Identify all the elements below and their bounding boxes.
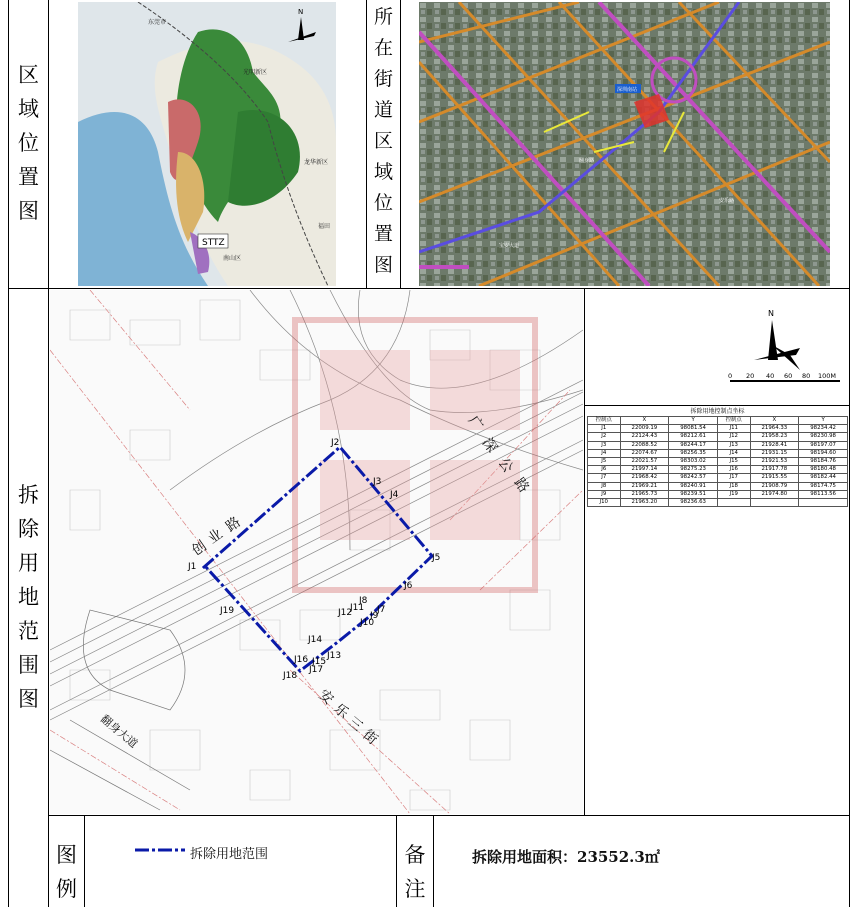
svg-text:60: 60 [784, 372, 793, 380]
point-j6: J6 [404, 581, 413, 591]
road-fanshen: 翻身大道 [98, 712, 141, 751]
region-dongguan-label: 东莞市 [148, 19, 167, 26]
svg-text:80: 80 [802, 372, 811, 380]
point-j2: J2 [331, 438, 340, 448]
point-j12: J12 [338, 608, 353, 618]
north-arrow-icon [754, 320, 800, 370]
svg-text:0: 0 [728, 372, 733, 380]
table-row: J9 21965.73 98239.51 J19 21974.80 98113.56 [588, 490, 848, 498]
street-map-label: 所 在 街 道 区 域 位 置 图 [373, 6, 393, 276]
region-futian-label: 福田 [318, 223, 331, 230]
point-j17: J17 [309, 665, 324, 675]
point-j13: J13 [327, 651, 342, 661]
region-sttz-label: STTZ [202, 238, 225, 248]
table-row: J1 22009.19 98081.54 J11 21964.33 98234.42 [588, 425, 848, 433]
point-j7: J7 [377, 605, 386, 615]
svg-text:20: 20 [746, 372, 755, 380]
svg-text:路: 路 [223, 514, 244, 536]
control-point-table [587, 408, 848, 507]
point-j15: J15 [312, 657, 327, 667]
svg-text:100M: 100M [818, 372, 837, 380]
region-guangming-label: 光明新区 [243, 69, 268, 76]
demolition-map-label: 拆 除 用 地 范 围 图 [18, 483, 39, 711]
north-letter: N [768, 309, 774, 318]
svg-text:40: 40 [766, 372, 775, 380]
legend-item-text: 拆除用地范围 [190, 847, 269, 862]
svg-text:乐: 乐 [330, 700, 352, 723]
svg-text:街: 街 [359, 726, 381, 749]
point-j9: J9 [370, 611, 379, 621]
point-j10: J10 [360, 618, 375, 628]
remark-label: 备 注 [404, 843, 426, 901]
point-j19: J19 [220, 606, 235, 616]
point-j8: J8 [359, 596, 368, 606]
point-j14: J14 [308, 635, 323, 645]
svg-text:路: 路 [510, 475, 532, 496]
point-j16: J16 [294, 655, 309, 665]
region-map-label: 区 域 位 置 图 [18, 63, 39, 223]
svg-text:业: 业 [205, 526, 226, 548]
street-fanshen-label: 翻身路 [579, 158, 595, 164]
remark-area-text: 拆除用地面积：23552.3㎡ [472, 848, 660, 866]
point-j3: J3 [373, 477, 382, 487]
table-row: J6 21997.14 98275.23 J16 21917.78 98180.48 [588, 466, 848, 474]
point-j11: J11 [350, 603, 365, 613]
street-baoan-label: 宝安大道 [499, 243, 520, 249]
legend-line-icon [135, 844, 185, 856]
region-nanshan-label: 南山区 [223, 255, 242, 262]
table-row: J7 21968.42 98242.57 J17 21915.55 98182.44 [588, 474, 848, 482]
table-row: J10 21963.20 98236.63 [588, 498, 848, 506]
table-row: J4 22074.67 98256.35 J14 21931.15 98194.60 [588, 449, 848, 457]
region-longhua-label: 龙华新区 [304, 159, 329, 166]
legend-label: 图 例 [56, 843, 77, 901]
point-j1: J1 [188, 562, 197, 572]
svg-text:深: 深 [478, 435, 500, 456]
svg-text:创: 创 [189, 538, 210, 560]
point-j5: J5 [432, 553, 441, 563]
demolition-range-map [50, 290, 583, 814]
north-arrow-scale [720, 300, 845, 390]
table-header-row: 控制点 X Y 控制点 X Y [588, 417, 848, 425]
point-j4: J4 [390, 490, 399, 500]
svg-text:安: 安 [315, 686, 337, 709]
point-j18: J18 [283, 671, 298, 681]
table-row: J3 22088.52 98244.17 J13 21928.41 98197.07 [588, 441, 848, 449]
table-row: J8 21969.21 98240.91 J18 21908.79 98174.75 [588, 482, 848, 490]
svg-text:三: 三 [344, 713, 366, 736]
street-anle-label: 安乐路 [719, 198, 735, 204]
table-row: J2 22124.43 98212.61 J12 21958.23 98230.98 [588, 433, 848, 441]
svg-text:广: 广 [464, 413, 486, 434]
table-caption: 拆除用地控制点坐标 [690, 408, 745, 415]
svg-text:N: N [298, 8, 304, 16]
table-row: J5 22021.57 98303.02 J15 21921.53 98184.76 [588, 457, 848, 465]
region-location-map [78, 2, 336, 286]
street-station-label: 深圳南站 [617, 87, 638, 93]
street-location-map [419, 2, 830, 286]
svg-text:公: 公 [494, 455, 516, 476]
